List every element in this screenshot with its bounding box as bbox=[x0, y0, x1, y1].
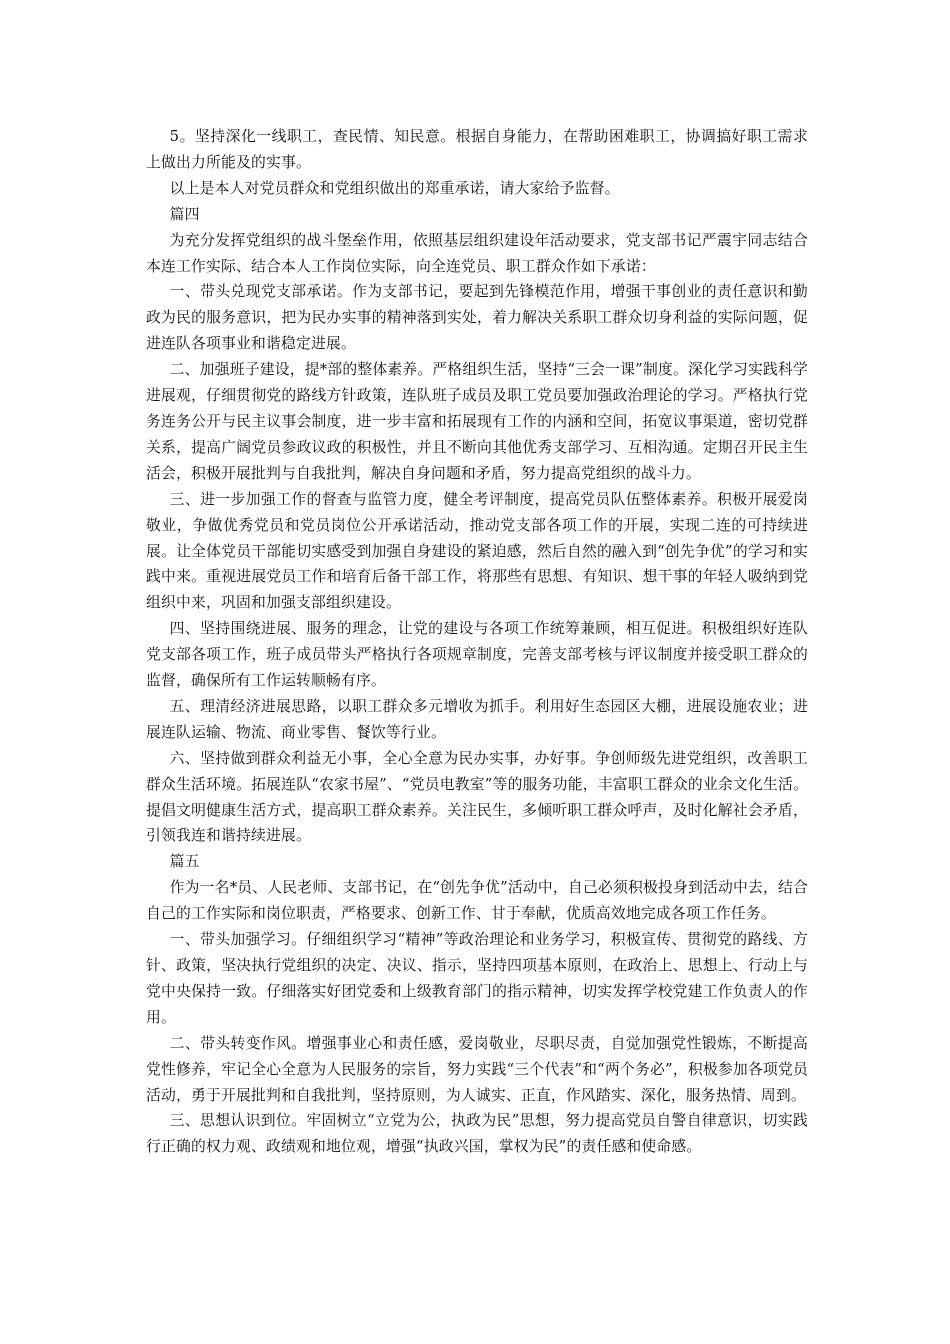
paragraph-part-five-intro: 作为一名*员、人民老师、支部书记，在“创先争优”活动中，自己必须积极投身到活动中去，结合自己的工作实际和岗位职责，严格要求、创新工作、甘于奉献，优质高效地完成各项工作任务。 bbox=[146, 879, 808, 923]
paragraph-part-four-item-6: 六、坚持做到群众利益无小事，全心全意为民办实事，办好事。争创师级先进党组织，改善职工群众生活环境。拓展连队“农家书屋”、“党员电教室”等的服务功能，丰富职工群众的业余文化生活。提倡文明健康生活方式，提高职工群众素养。关注民生，多倾听职工群众呼声，及时化解社会矛盾，引领我连和谐持续进展。 bbox=[146, 749, 808, 845]
paragraph-part-five-item-2: 二、带头转变作风。增强事业心和责任感，爱岗敬业，尽职尽责，自觉加强党性锻炼，不断提高党性修养，牢记全心全意为人民服务的宗旨，努力实践“三个代表”和“两个务必”，积极参加各项党员活动，勇于开展批判和自我批判，坚持原则，为人诚实、正直，作风踏实、深化，服务热情、周到。 bbox=[146, 1034, 808, 1104]
paragraph-closing-statement: 以上是本人对党员群众和党组织做出的郑重承诺，请大家给予监督。 bbox=[169, 179, 620, 197]
paragraph-part-five-item-3: 三、思想认识到位。牢固树立“立党为公，执政为民”思想，努力提高党员自警自律意识，切实践行正确的权力观、政绩观和地位观，增强“执政兴国，掌权为民”的责任感和使命感。 bbox=[146, 1112, 808, 1156]
paragraph-part-four-item-1: 一、带头兑现党支部承诺。作为支部书记，要起到先锋模范作用，增强干事创业的责任意识和勤政为民的服务意识，把为民办实事的精神落到实处，着力解决关系职工群众切身利益的实际问题，促进连队各项事业和谐稳定进展。 bbox=[146, 283, 808, 353]
paragraph-part-four-intro: 为充分发挥党组织的战斗堡垒作用，依照基层组织建设年活动要求，党支部书记严震宇同志结合本连工作实际、结合本人工作岗位实际，向全连党员、职工群众作如下承诺： bbox=[146, 231, 808, 275]
paragraph-part-four-item-4: 四、坚持围绕进展、服务的理念，让党的建设与各项工作统筹兼顾，相互促进。积极组织好连队党支部各项工作，班子成员带头严格执行各项规章制度，完善支部考核与评议制度并接受职工群众的监督，确保所有工作运转顺畅有序。 bbox=[146, 620, 808, 690]
paragraph-part-four-item-5: 五、理清经济进展思路，以职工群众多元增收为抓手。利用好生态园区大棚，进展设施农业；进展连队运输、物流、商业零售、餐饮等行业。 bbox=[146, 697, 808, 741]
section-heading-part-four: 篇四 bbox=[169, 205, 200, 223]
paragraph-commitment-5: 5。坚持深化一线职工，查民情、知民意。根据自身能力，在帮助困难职工，协调搞好职工需求上做出力所能及的实事。 bbox=[146, 128, 808, 171]
section-heading-part-five: 篇五 bbox=[169, 853, 200, 871]
paragraph-part-four-item-2: 二、加强班子建设，提*部的整体素养。严格组织生活，坚持“三会一课”制度。深化学习实践科学进展观，仔细贯彻党的路线方针政策，连队班子成员及职工党员要加强政治理论的学习。严格执行党务连务公开与民主议事会制度，进一步丰富和拓展现有工作的内涵和空间，拓宽议事渠道，密切党群关系，提高广阔党员参政议政的积极性，并且不断向其他优秀支部学习、互相沟通。定期召开民主生活会，积极开展批判与自我批判，解决自身问题和矛盾，努力提高党组织的战斗力。 bbox=[146, 361, 808, 482]
paragraph-part-five-item-1: 一、带头加强学习。仔细组织学习“精神”等政治理论和业务学习，积极宣传、贯彻党的路线、方针、政策，坚决执行党组织的决定、决议、指示，坚持四项基本原则，在政治上、思想上、行动上与党中央保持一致。仔细落实好团党委和上级教育部门的指示精神，切实发挥学校党建工作负责人的作用。 bbox=[146, 931, 808, 1026]
document-body bbox=[146, 124, 808, 1160]
paragraph-part-four-item-3: 三、进一步加强工作的督查与监管力度，健全考评制度，提高党员队伍整体素养。积极开展爱岗敬业，争做优秀党员和党员岗位公开承诺活动，推动党支部各项工作的开展，实现二连的可持续进展。让全体党员干部能切实感受到加强自身建设的紧迫感，然后自然的融入到“创先争优”的学习和实践中来。重视进展党员工作和培育后备干部工作，将那些有思想、有知识、想干事的年轻人吸纳到党组织中来，巩固和加强支部组织建设。 bbox=[146, 490, 808, 612]
